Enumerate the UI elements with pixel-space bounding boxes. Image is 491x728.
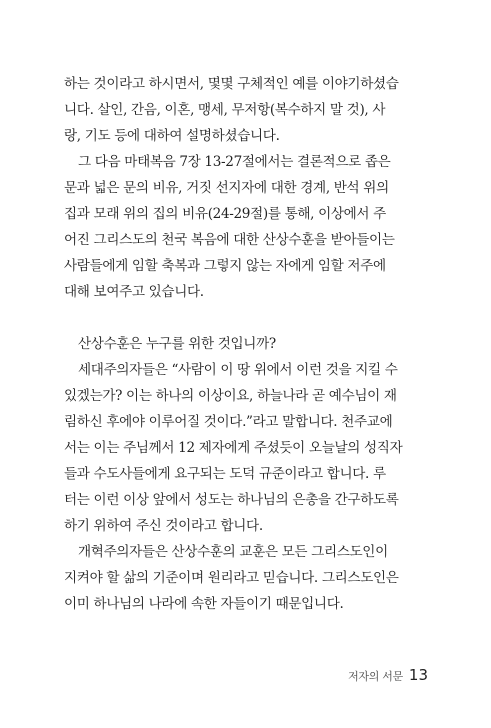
page-number: 13: [408, 666, 428, 684]
section-question: 산상수훈은 누구를 위한 것입니까?: [78, 336, 276, 352]
paragraph-4-line-4: 서는 이는 주님께서 12 제자에게 주셨듯이 오늘날의 성직자: [64, 440, 403, 456]
paragraph-4-line-1: 세대주의자들은 “사람이 이 땅 위에서 이런 것을 지킬 수: [78, 362, 398, 378]
running-header-section-title: 저자의 서문: [348, 670, 403, 683]
paragraph-1-line-2: 니다. 살인, 간음, 이혼, 맹세, 무저항(복수하지 말 것), 사: [64, 102, 386, 118]
paragraph-2-line-1: 그 다음 마태복음 7장 13-27절에서는 결론적으로 좁은: [78, 154, 391, 170]
paragraph-5-line-1: 개혁주의자들은 산상수훈의 교훈은 모든 그리스도인이: [78, 544, 388, 560]
paragraph-2-line-6: 대해 보여주고 있습니다.: [64, 284, 204, 300]
paragraph-4-line-3: 림하신 후에야 이루어질 것이다.”라고 말합니다. 천주교에: [64, 414, 393, 430]
paragraph-4-line-6: 터는 이런 이상 앞에서 성도는 하나님의 은총을 간구하도록: [64, 492, 399, 508]
paragraph-4-line-5: 들과 수도사들에게 요구되는 도덕 규준이라고 합니다. 루: [64, 466, 386, 482]
paragraph-2-line-4: 어진 그리스도의 천국 복음에 대한 산상수훈을 받아들이는: [64, 232, 395, 248]
paragraph-1-line-3: 랑, 기도 등에 대하여 설명하셨습니다.: [64, 128, 280, 144]
paragraph-2-line-2: 문과 넓은 문의 비유, 거짓 선지자에 대한 경계, 반석 위의: [64, 180, 389, 196]
paragraph-2-line-3: 집과 모래 위의 집의 비유(24-29절)를 통해, 이상에서 주: [64, 206, 386, 222]
paragraph-5-line-2: 지켜야 할 삶의 기준이며 원리라고 믿습니다. 그리스도인은: [64, 570, 399, 586]
paragraph-2-line-5: 사람들에게 임할 축복과 그렇지 않는 자에게 임할 저주에: [64, 258, 386, 274]
paragraph-5-line-3: 이미 하나님의 나라에 속한 자들이기 때문입니다.: [64, 596, 344, 612]
paragraph-1-line-1: 하는 것이라고 하시면서, 몇몇 구체적인 예를 이야기하셨습: [64, 76, 399, 92]
paragraph-4-line-7: 하기 위하여 주신 것이라고 합니다.: [64, 518, 263, 534]
paragraph-4-line-2: 있겠는가? 이는 하나의 이상이요, 하늘나라 곧 예수님이 재: [64, 388, 397, 404]
page-footer: [348, 666, 428, 688]
